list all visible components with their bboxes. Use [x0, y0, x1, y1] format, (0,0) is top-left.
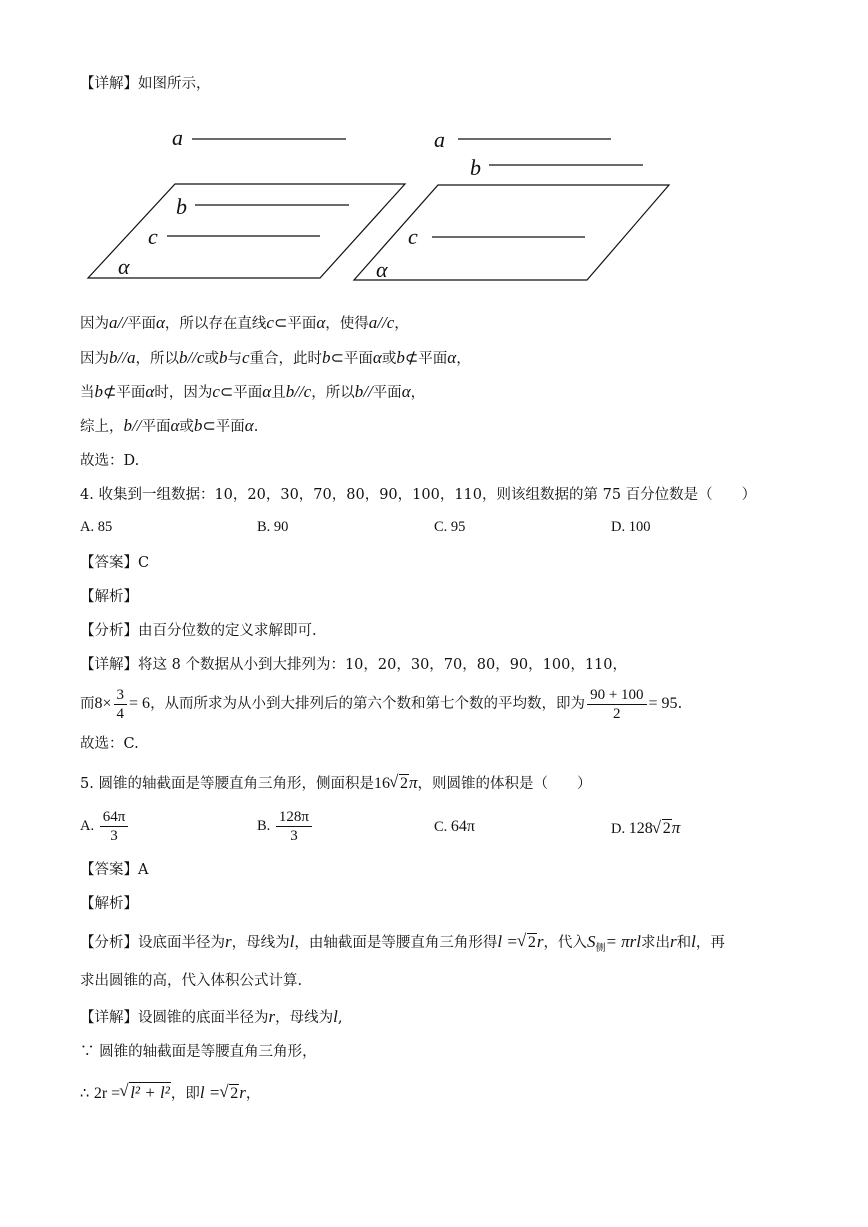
q4-answer: 【答案】C [80, 555, 150, 571]
label-c-left: c [148, 224, 158, 249]
q4-analysis: 【解析】 [80, 589, 138, 605]
q4-detail: 【详解】将这 8 个数据从小到大排列为：10，20，30，70，80，90，100，110， [80, 657, 627, 673]
reason-line-3: 当b⊄平面α时，因为c⊂平面α且b//c，所以b//平面α， [80, 382, 426, 401]
q4-choose: 故选：C. [80, 736, 139, 752]
plane-right [354, 185, 669, 280]
q4-calc: 而8× $\frac{3}{4}$ = 6，从而所求为从小到大排列后的第六个数和第七个数的平均数，即为 $\frac{90 + 100}{2}$ = 95. [80, 686, 683, 722]
q4-fenxi: 【分析】由百分位数的定义求解即可. [80, 623, 317, 639]
label-alpha-left: α [118, 254, 130, 279]
label-c-right: c [408, 224, 418, 249]
label-a-left: a [172, 125, 183, 150]
q5-analysis: 【解析】 [80, 896, 138, 912]
q5-therefore: ∴ 2r =√ l² + l²，即l =√ 2r， [80, 1083, 260, 1104]
reason-line-4: 综上，b//平面α或b⊂平面α. [80, 416, 259, 435]
q4-option-d: D. 100 [611, 519, 651, 535]
label-alpha-right: α [376, 257, 388, 282]
reason-line-2: 因为b//a，所以b//c或b与c重合，此时b⊂平面α或b⊄平面α， [80, 348, 471, 367]
frac-3-4: $\frac{3}{4}$ [114, 686, 128, 723]
q5-option-d: D. 128√ 2π [611, 818, 680, 838]
reason-line-1: 因为a//平面α，所以存在直线c⊂平面α，使得a//c， [80, 313, 409, 332]
label-a-right: a [434, 127, 445, 152]
label-b-left: b [176, 194, 187, 219]
detail-intro: 【详解】如图所示， [80, 76, 211, 92]
plane-left [88, 184, 405, 278]
q4-option-b: B. 90 [257, 519, 289, 535]
q5-fenxi: 【分析】设底面半径为r，母线为l，由轴截面是等腰直角三角形得l =√ 2r，代入$S_侧= \pi rl$求出r和l，再 [80, 932, 725, 959]
q5-option-c: C. 64π [434, 818, 475, 835]
q5-stem: 5. 圆锥的轴截面是等腰直角三角形，侧面积是16√ 2π，则圆锥的体积是（ ） [80, 773, 591, 794]
frac-average: $\frac{90 + 100}{2}$ [587, 686, 646, 723]
q5-option-a: A. $\frac{64\pi}{3}$ [80, 808, 130, 845]
q5-option-b: B. $\frac{128\pi}{3}$ [257, 808, 314, 845]
label-b-right: b [470, 155, 481, 180]
choose-d: 故选：D. [80, 453, 140, 469]
q4-option-c: C. 95 [434, 519, 466, 535]
q5-since: ∵ 圆锥的轴截面是等腰直角三角形， [80, 1044, 317, 1060]
q5-detail: 【详解】设圆锥的底面半径为r，母线为l, [80, 1007, 343, 1026]
q4-option-a: A. 85 [80, 519, 113, 535]
q5-answer: 【答案】A [80, 862, 149, 878]
q4-stem: 4. 收集到一组数据：10，20，30，70，80，90，100，110，则该组数据的第 75 百分位数是（ ） [80, 487, 757, 503]
q5-fenxi-2: 求出圆锥的高，代入体积公式计算. [80, 973, 303, 989]
